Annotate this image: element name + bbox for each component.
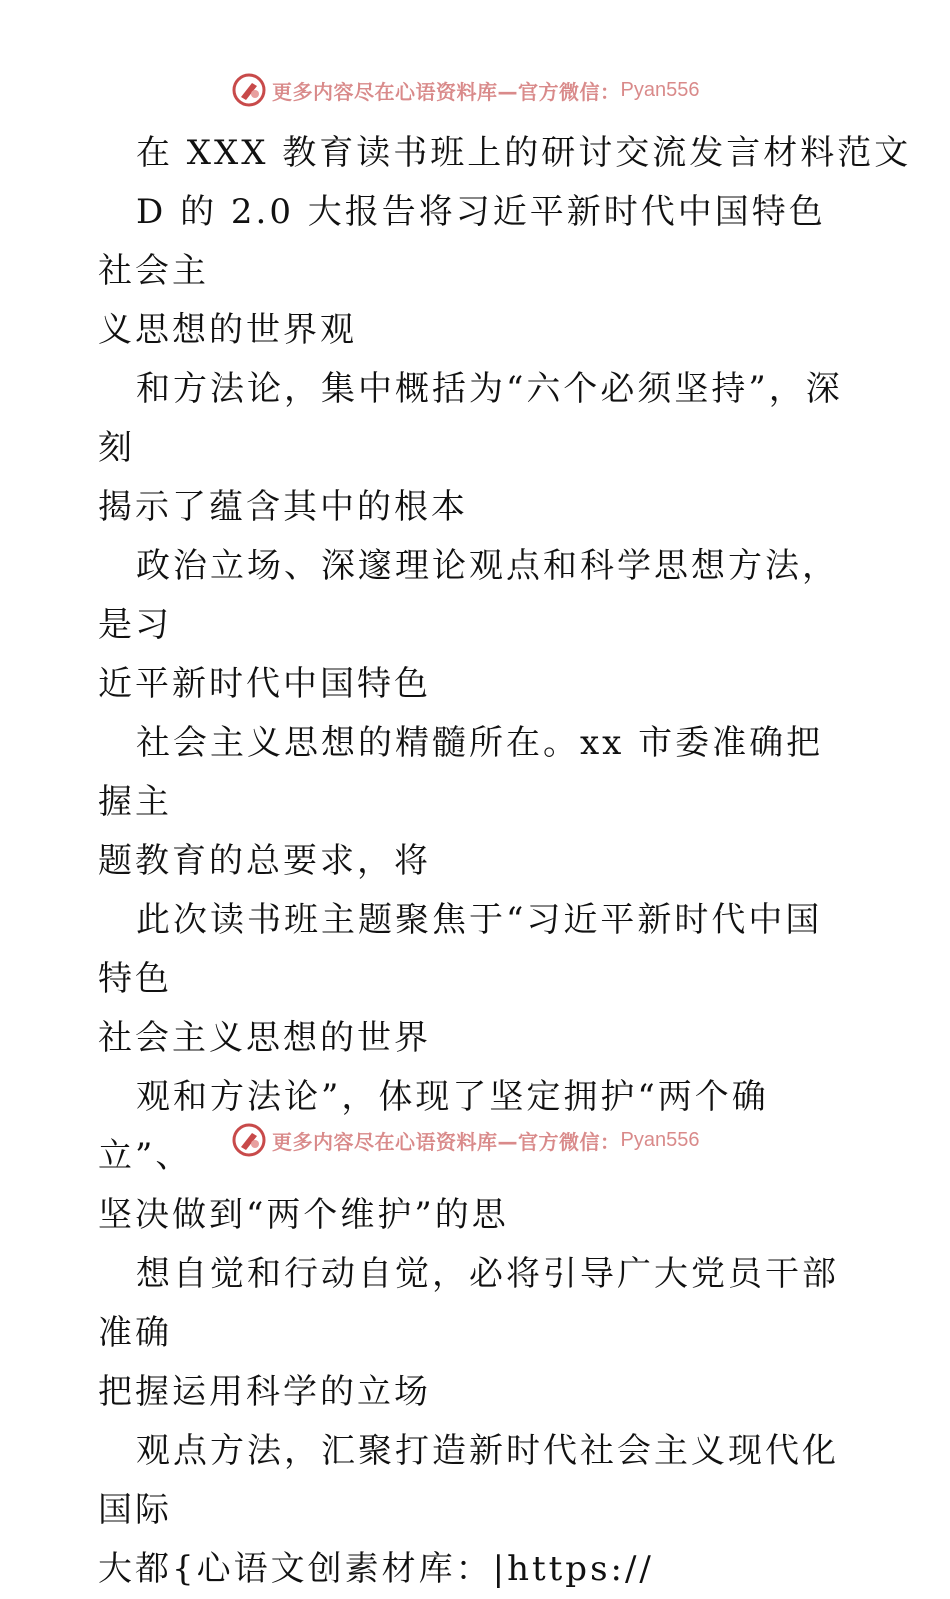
header-watermark bbox=[232, 72, 699, 108]
paragraph-line: 社会主义思想的精髓所在。xx 市委准确把握主 bbox=[98, 723, 824, 822]
paragraph-line: 此次读书班主题聚焦于“习近平新时代中国特色 bbox=[98, 900, 823, 999]
paragraph-line: 和方法论，集中概括为“六个必须坚持”，深刻 bbox=[98, 369, 843, 468]
paragraph bbox=[98, 537, 858, 714]
paragraph-line: 政治立场、深邃理论观点和科学思想方法，是习 bbox=[98, 546, 839, 645]
paragraph bbox=[98, 360, 858, 537]
paragraph-line: 想自觉和行动自觉，必将引导广大党员干部准确 bbox=[98, 1254, 839, 1353]
paragraph bbox=[98, 891, 858, 1068]
document-title: 在 XXX 教育读书班上的研讨交流发言材料范文 bbox=[136, 133, 912, 173]
paragraph-line: 近平新时代中国特色 bbox=[98, 664, 431, 704]
paragraph bbox=[98, 183, 858, 360]
paragraph-line: 大都{心语文创素材库：|https:// bbox=[98, 1549, 654, 1589]
watermark-text: 更多内容尽在心语资料库—官方微信： bbox=[272, 1129, 621, 1154]
paragraph-line: 把握运用科学的立场 bbox=[98, 1372, 431, 1412]
paragraph bbox=[98, 1245, 858, 1422]
footer-watermark bbox=[232, 1122, 699, 1158]
watermark-text: 更多内容尽在心语资料库—官方微信： bbox=[272, 79, 621, 104]
watermark-account: Pyan556 bbox=[620, 1128, 700, 1151]
paragraph-line: 题教育的总要求，将 bbox=[98, 841, 431, 881]
document-body bbox=[98, 124, 912, 1599]
paragraph-line: D 的 2.0 大报告将习近平新时代中国特色社会主 bbox=[98, 192, 826, 291]
paragraph-line: 揭示了蕴含其中的根本 bbox=[98, 487, 468, 527]
paragraph-line: 义思想的世界观 bbox=[98, 310, 357, 350]
paragraph-line: 坚决做到“两个维护”的思 bbox=[98, 1195, 509, 1235]
paragraph-line: 社会主义思想的世界 bbox=[98, 1018, 431, 1058]
brand-logo-icon bbox=[232, 1123, 266, 1157]
paragraph-line: 观和方法论”，体现了坚定拥护“两个确立”、 bbox=[98, 1077, 769, 1176]
paragraph-line: 观点方法，汇聚打造新时代社会主义现代化国际 bbox=[98, 1431, 839, 1530]
paragraph bbox=[98, 1422, 858, 1599]
paragraph bbox=[98, 714, 858, 891]
brand-logo-icon bbox=[232, 73, 266, 107]
watermark-account: Pyan556 bbox=[620, 78, 700, 101]
